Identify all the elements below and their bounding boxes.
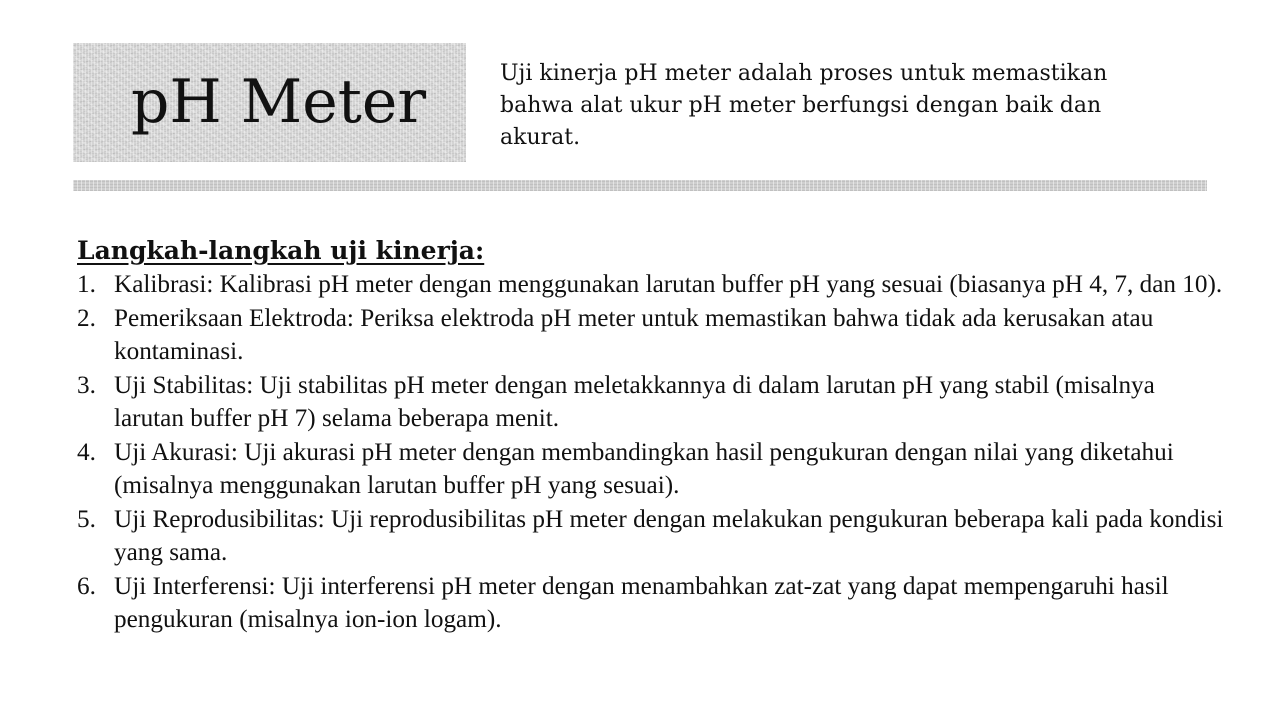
- slide-subtitle: Uji kinerja pH meter adalah proses untuk memastikan bahwa alat ukur pH meter berfungsi dengan baik dan akurat.: [500, 61, 1108, 150]
- list-item-text: Uji Stabilitas: Uji stabilitas pH meter dengan meletakkannya di dalam larutan pH yang stabil (misalnya larutan buffer pH 7) selama beberapa menit.: [114, 371, 1155, 432]
- steps-list: [77, 268, 1227, 637]
- list-item-number: 5.: [77, 505, 96, 533]
- list-item: [77, 503, 1227, 570]
- list-item-text: Uji Interferensi: Uji interferensi pH meter dengan menambahkan zat-zat yang dapat mempengaruhi hasil pengukuran (misalnya ion-ion logam).: [114, 572, 1169, 633]
- list-item-text: Uji Akurasi: Uji akurasi pH meter dengan membandingkan hasil pengukuran dengan nilai yang diketahui (misalnya menggunakan larutan buffer pH yang sesuai).: [114, 438, 1174, 499]
- list-item-number: 1.: [77, 271, 96, 298]
- slide-title: pH Meter: [131, 67, 427, 137]
- steps-heading: Langkah-langkah uji kinerja:: [77, 236, 485, 265]
- list-item: [77, 268, 1227, 302]
- list-item-text: Pemeriksaan Elektroda: Periksa elektroda pH meter untuk memastikan bahwa tidak ada kerusakan atau kontaminasi.: [114, 304, 1154, 365]
- divider-bar: [73, 180, 1207, 191]
- list-item-number: 6.: [77, 572, 96, 600]
- list-item: [77, 570, 1227, 637]
- list-item: [77, 369, 1227, 436]
- list-item-text: Kalibrasi: Kalibrasi pH meter dengan menggunakan larutan buffer pH yang sesuai (biasanya pH 4, 7, dan 10).: [114, 271, 1223, 298]
- list-item: [77, 436, 1227, 503]
- list-item-number: 3.: [77, 371, 96, 399]
- list-item-text: Uji Reprodusibilitas: Uji reprodusibilitas pH meter dengan melakukan pengukuran beberapa kali pada kondisi yang sama.: [114, 505, 1224, 566]
- list-item-number: 4.: [77, 438, 96, 466]
- list-item: [77, 302, 1227, 369]
- steps-section: [77, 234, 1227, 637]
- list-item-number: 2.: [77, 304, 96, 332]
